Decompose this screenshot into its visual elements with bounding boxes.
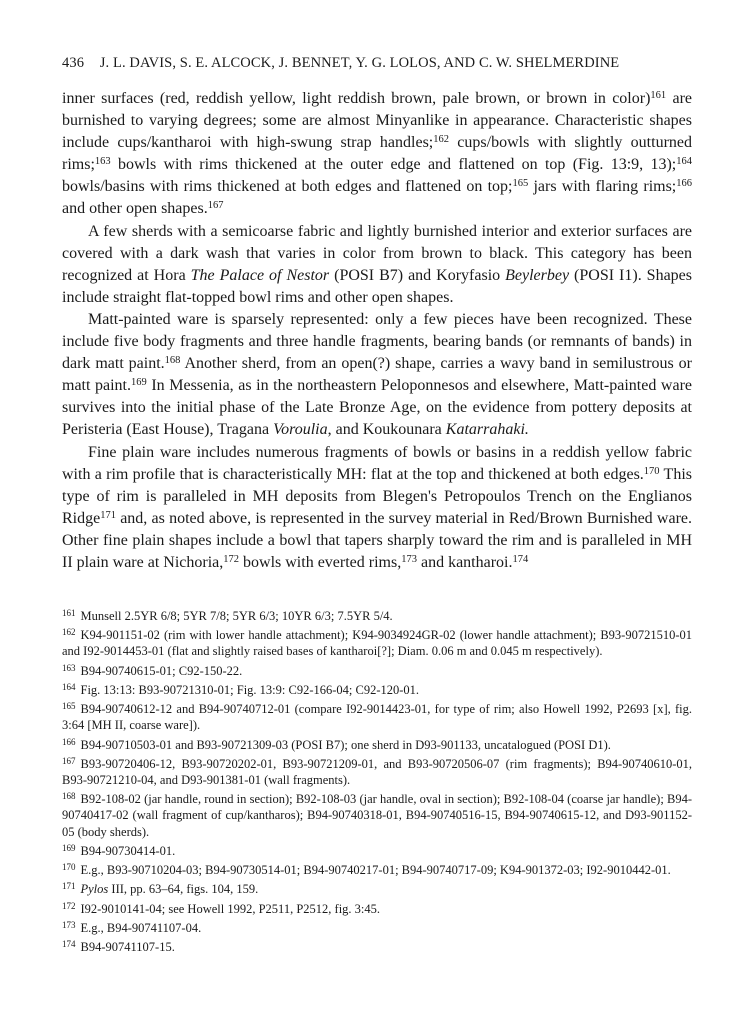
footnote-ref-172[interactable]: 172 xyxy=(223,553,240,565)
text-run: Another sherd, from an open(?) shape, carries a wavy band in semilustrous or matt paint. xyxy=(62,355,693,395)
text-run: bowls with everted rims, xyxy=(239,553,402,571)
footnote-173 xyxy=(62,920,692,936)
footnote-text: E.g., B93-90710204-03; B94-90730514-01; B94-90740217-01; B94-90740717-09; K94-901372-03; I92-9010442-01. xyxy=(80,863,671,878)
book-title: Pylos xyxy=(80,882,109,897)
text-run: cups/bowls with slightly outturned rims; xyxy=(62,134,692,174)
footnote-number: 167 xyxy=(62,755,76,766)
text-run: , and Koukounara xyxy=(327,421,446,439)
site-name: The Palace of Nestor xyxy=(190,266,330,284)
footnote-164 xyxy=(62,682,692,698)
footnotes xyxy=(62,608,692,955)
footnote-ref-169[interactable]: 169 xyxy=(131,377,147,389)
footnote-text: E.g., B94-90741107-04. xyxy=(80,920,202,935)
footnote-text: Fig. 13:13: B93-90721310-01; Fig. 13:9: C92-166-04; C92-120-01. xyxy=(80,683,420,697)
footnote-ref-174[interactable]: 174 xyxy=(512,553,529,565)
footnote-number: 174 xyxy=(62,939,76,950)
footnote-165 xyxy=(62,701,692,733)
footnote-ref-161[interactable]: 161 xyxy=(650,90,667,101)
footnote-162 xyxy=(62,627,692,659)
footnote-text: B94-90730414-01. xyxy=(80,843,176,858)
footnote-number: 163 xyxy=(62,662,76,673)
footnote-161 xyxy=(62,608,692,624)
footnote-170 xyxy=(62,862,692,878)
footnote-number: 168 xyxy=(62,791,76,802)
text-run: and, as noted above, is represented in the survey material in Red/Brown Burnished ware. Other fine plain shapes include a bowl that tapers sharply toward the rim and is paralleled in MH II plain ware at Nichoria, xyxy=(62,509,692,571)
text-run: and kantharoi. xyxy=(416,553,513,571)
footnote-text: K94-901151-02 (rim with lower handle attachment); K94-9034924GR-02 (lower handle attachment); B93-90721510-01 and I92-9014453-01 (flat and slightly raised bases of kantharoi[?]; Diam. 0.06 m and 0.045 m respectively). xyxy=(62,628,692,659)
footnote-number: 170 xyxy=(62,862,76,873)
footnote-163 xyxy=(62,663,692,679)
footnote-text: B94-90741107-15. xyxy=(80,940,175,955)
page-number: 436 xyxy=(62,55,85,71)
footnote-number: 166 xyxy=(62,736,76,747)
footnote-ref-165[interactable]: 165 xyxy=(512,178,529,190)
footnote-ref-166[interactable]: 166 xyxy=(676,178,693,190)
footnote-text: Munsell 2.5YR 6/8; 5YR 7/8; 5YR 6/3; 10YR 6/3; 7.5YR 5/4. xyxy=(80,609,393,624)
footnote-166 xyxy=(62,737,692,753)
footnote-172 xyxy=(62,901,692,917)
text-run: This type of rim is paralleled in MH deposits from Blegen's Petropoulos Trench on the Englianos Ridge xyxy=(62,465,692,527)
text-run: Matt-painted ware is sparsely represented: only a few pieces have been recognized. These include five body fragments and three handle fragments, bearing bands (or remnants of bands) in dark matt paint. xyxy=(62,310,692,373)
text-run: In Messenia, as in the northeastern Peloponnesos and elsewhere, Matt-painted ware survives into the initial phase of the Late Bronze Age, on the evidence from pottery deposits at Peristeria (East House), Tragana xyxy=(62,377,692,439)
footnote-text: B92-108-02 (jar handle, round in section); B92-108-03 (jar handle, oval in section); B92-108-04 (coarse jar handle); B94-90740417-02 (wall fragment of cup/kantharos); B94-90740318-01, B94-90740516-15, B94-90740615-12, and D93-901152-05 (body sherds). xyxy=(62,792,692,839)
text-run: and other open shapes. xyxy=(62,200,208,218)
footnote-ref-173[interactable]: 173 xyxy=(401,553,417,565)
footnote-168 xyxy=(62,791,692,839)
paragraph-1 xyxy=(62,88,692,221)
text-run: Fine plain ware includes numerous fragments of bowls or basins in a reddish yellow fabric with a rim profile that is characteristically MH: flat at the top and thickened at both edges. xyxy=(62,443,692,483)
text-run: jars with flaring rims; xyxy=(528,178,677,196)
text-run: (POSI B7) and Koryfasio xyxy=(329,266,506,284)
text-run: A few sherds with a semicoarse fabric and lightly burnished interior and exterior surfaces are covered with a dark wash that varies in color from brown to black. This category has been recognized at Hora xyxy=(62,222,692,284)
site-name: Katarrahaki. xyxy=(445,421,529,439)
footnote-ref-167[interactable]: 167 xyxy=(207,200,224,212)
running-head-authors: J. L. DAVIS, S. E. ALCOCK, J. BENNET, Y. G. LOLOS, AND C. W. SHELMERDINE xyxy=(99,55,620,71)
footnote-number: 169 xyxy=(62,842,76,853)
paragraph-2 xyxy=(62,221,692,309)
site-name: Voroulia xyxy=(273,421,328,439)
footnote-number: 164 xyxy=(62,682,76,692)
footnote-ref-164[interactable]: 164 xyxy=(676,156,692,168)
footnote-text: B94-90740615-01; C92-150-22. xyxy=(80,663,243,678)
text-run: are burnished to varying degrees; some are almost Minyanlike in appearance. Characteristic shapes include cups/kantharoi with high-swung strap handles; xyxy=(62,90,692,152)
footnote-171 xyxy=(62,881,692,897)
body-text xyxy=(62,88,692,574)
footnote-ref-170[interactable]: 170 xyxy=(643,465,660,477)
footnote-text: B94-90740612-12 and B94-90740712-01 (compare I92-9014423-01, for type of rim; also Howell 1992, P2693 [x], fig. 3:64 [MH II, coarse ware]). xyxy=(62,702,692,733)
footnote-ref-162[interactable]: 162 xyxy=(433,134,449,146)
footnote-text: B94-90710503-01 and B93-90721309-03 (POSI B7); one sherd in D93-901133, uncatalogued (POSI D1). xyxy=(80,737,611,752)
text-run: bowls/basins with rims thickened at both edges and flattened on top; xyxy=(62,178,513,196)
text-run: (POSI I1). Shapes include straight flat-topped bowl rims and other open shapes. xyxy=(62,266,693,306)
footnote-number: 165 xyxy=(62,701,76,712)
footnote-text: B93-90720406-12, B93-90720202-01, B93-90721209-01, and B93-90720506-07 (rim fragments); B94-90740610-01, B93-90721210-04, and D93-901381-01 (wall fragments). xyxy=(62,756,692,788)
text-run: inner surfaces (red, reddish yellow, light reddish brown, pale brown, or brown in color) xyxy=(62,90,651,107)
paragraph-4 xyxy=(62,442,692,575)
footnote-number: 162 xyxy=(62,627,76,638)
paragraph-3 xyxy=(62,309,692,442)
footnote-169 xyxy=(62,843,692,859)
page xyxy=(62,52,692,958)
footnote-ref-168[interactable]: 168 xyxy=(164,355,181,367)
site-name: Beylerbey xyxy=(505,266,570,284)
text-run: bowls with rims thickened at the outer edge and flattened on top (Fig. 13:9, 13); xyxy=(110,156,677,174)
footnote-number: 171 xyxy=(62,881,76,892)
footnote-number: 173 xyxy=(62,919,76,930)
footnote-ref-171[interactable]: 171 xyxy=(100,509,116,521)
footnote-number: 161 xyxy=(62,608,76,619)
footnote-number: 172 xyxy=(62,900,76,911)
footnote-174 xyxy=(62,939,692,955)
running-header xyxy=(62,52,692,74)
footnote-ref-163[interactable]: 163 xyxy=(94,156,111,168)
footnote-text: III, pp. 63–64, figs. 104, 159. xyxy=(108,882,259,897)
footnote-text: I92-9010141-04; see Howell 1992, P2511, P2512, fig. 3:45. xyxy=(80,901,381,916)
footnote-167 xyxy=(62,756,692,788)
